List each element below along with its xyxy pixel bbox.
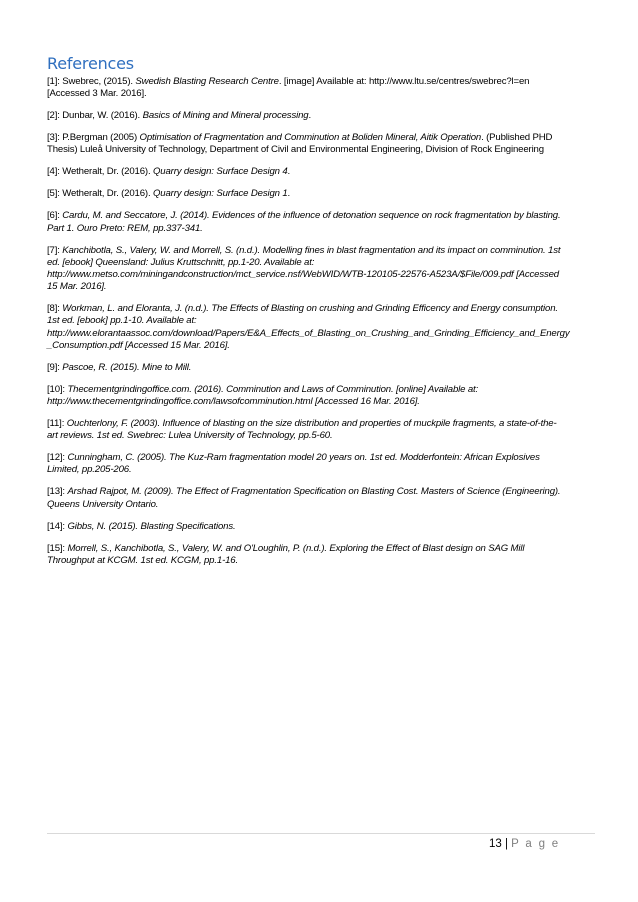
reference-entry: [47, 76, 595, 100]
reference-line: [47, 384, 595, 396]
reference-text: Arshad Rajpot, M. (2009). The Effect of Fragmentation Specification on Blasting Cost. Masters of Science (Engineering).: [67, 486, 561, 498]
reference-text: [1]: Swebrec, (2015).: [47, 76, 136, 87]
reference-text: [14]:: [47, 520, 68, 532]
reference-text: Throughput at KCGM. 1st ed. KCGM, pp.1-16.: [47, 554, 238, 566]
reference-text: Ouchterlony, F. (2003). Influence of blasting on the size distribution and properties of muckpile fragments, a state-of-the-: [66, 418, 557, 430]
reference-text: _Consumption.pdf [Accessed 15 Mar. 2016].: [47, 339, 230, 351]
reference-text: Thesis) Luleå University of Technology, Department of Civil and Environmental Engineering, Division of Rock Engineering: [47, 144, 544, 156]
reference-text: Swedish Blasting Research Centre: [135, 76, 279, 87]
reference-line: [47, 76, 595, 88]
reference-text: [11]:: [47, 418, 67, 430]
reference-entry: [47, 110, 595, 122]
reference-line: [47, 132, 595, 144]
reference-entry: [47, 188, 595, 200]
reference-text: Kanchibotla, S., Valery, W. and Morrell, S. (n.d.). Modelling fines in blast fragmentation and its impact on comminution. 1st: [62, 244, 561, 256]
reference-line: [47, 110, 595, 122]
reference-line: [47, 396, 595, 408]
reference-line: [47, 543, 595, 555]
reference-line: [47, 210, 595, 222]
reference-text: http://www.elorantaassoc.com/download/Papers/E&A_Effects_of_Blasting_on_Crushing_and_Grinding_Efficiency_and_Energy: [47, 327, 570, 339]
reference-line: [47, 555, 595, 567]
reference-text: [13]:: [47, 486, 68, 498]
reference-text: [12]:: [47, 452, 68, 464]
reference-text: Optimisation of Fragmentation and Comminution at Boliden Mineral, Aitik Operation: [139, 132, 482, 144]
reference-line: [47, 223, 595, 235]
reference-entry: [47, 303, 595, 352]
reference-text: http://www.thecementgrindingoffice.com/lawsofcomminution.html [Accessed 16 Mar. 2016].: [47, 396, 420, 408]
reference-entry: [47, 210, 595, 234]
reference-text: [7]:: [47, 244, 63, 256]
reference-text: [8]:: [47, 303, 63, 315]
reference-line: [47, 328, 595, 340]
reference-text: Thecementgrindingoffice.com. (2016). Comminution and Laws of Comminution. [online] Available at:: [67, 383, 479, 395]
reference-text: [15]:: [47, 542, 68, 554]
reference-text: .: [287, 188, 291, 200]
reference-entry: [47, 486, 595, 510]
reference-line: [47, 144, 595, 156]
reference-text: Queens University Ontario.: [47, 498, 159, 510]
reference-text: 1st ed. [ebook] pp.1-10. Available at:: [47, 315, 197, 327]
reference-line: [47, 430, 595, 442]
reference-text: Part 1. Ouro Preto: REM, pp.337-341.: [47, 222, 203, 234]
page-label: P a g e: [511, 838, 560, 850]
reference-text: [Accessed 3 Mar. 2016].: [47, 88, 147, 100]
reference-text: Quarry design: Surface Design 1: [153, 188, 288, 200]
reference-text: [5]: Wetheralt, Dr. (2016).: [47, 188, 153, 200]
page-footer: [489, 838, 560, 850]
reference-text: Gibbs, N. (2015). Blasting Specifications.: [67, 520, 236, 532]
reference-line: [47, 452, 595, 464]
reference-text: [9]:: [47, 361, 63, 373]
reference-text: [3]: P.Bergman (2005): [47, 132, 140, 144]
reference-text: art reviews. 1st ed. Swebrec: Lulea University of Technology, pp.5-60.: [47, 430, 333, 442]
reference-line: [47, 418, 595, 430]
reference-text: Cunningham, C. (2005). The Kuz-Ram fragmentation model 20 years on. 1st ed. Modderfontein: African Explosives: [67, 452, 540, 464]
reference-text: [10]:: [47, 383, 68, 395]
reference-text: Limited, pp.205-206.: [47, 464, 132, 476]
reference-text: [6]:: [47, 210, 63, 222]
reference-line: [47, 340, 595, 352]
reference-text: Workman, L. and Eloranta, J. (n.d.). The Effects of Blasting on crushing and Grinding Efficency and Energy consumption.: [62, 303, 558, 315]
reference-text: [2]: Dunbar, W. (2016).: [47, 110, 143, 122]
section-heading: References: [47, 54, 134, 73]
reference-entry: [47, 132, 595, 156]
reference-text: Morrell, S., Kanchibotla, S., Valery, W. and O'Loughlin, P. (n.d.). Exploring the Effect of Blast design on SAG Mill: [67, 542, 525, 554]
reference-text: .: [308, 110, 311, 122]
reference-text: http://www.metso.com/miningandconstruction/mct_service.nsf/WebWID/WTB-120105-22576-A523A/$File/009.pdf [Accessed: [47, 269, 559, 281]
reference-entry: [47, 521, 595, 533]
reference-line: [47, 188, 595, 200]
reference-line: [47, 245, 595, 257]
reference-line: [47, 521, 595, 533]
reference-text: Pascoe, R. (2015). Mine to Mill.: [62, 361, 192, 373]
reference-text: [4]: Wetheralt, Dr. (2016).: [47, 166, 153, 178]
footer-separator: |: [504, 838, 508, 850]
reference-entry: [47, 245, 595, 294]
page-number: 13: [488, 838, 502, 850]
reference-text: Cardu, M. and Seccatore, J. (2014). Evidences of the influence of detonation sequence on rock fragmentation by blasting.: [62, 210, 561, 222]
reference-line: [47, 499, 595, 511]
footer-rule: [47, 833, 595, 834]
reference-text: Basics of Mining and Mineral processing: [142, 110, 309, 122]
reference-line: [47, 464, 595, 476]
reference-text: .: [287, 166, 291, 178]
reference-text: Quarry design: Surface Design 4: [153, 166, 288, 178]
reference-text: 15 Mar. 2016].: [47, 281, 107, 293]
reference-entry: [47, 452, 595, 476]
reference-entry: [47, 418, 595, 442]
reference-line: [47, 281, 595, 293]
reference-line: [47, 362, 595, 374]
reference-entry: [47, 543, 595, 567]
reference-line: [47, 269, 595, 281]
reference-line: [47, 257, 595, 269]
reference-line: [47, 166, 595, 178]
reference-line: [47, 88, 595, 100]
reference-entry: [47, 362, 595, 374]
reference-line: [47, 315, 595, 327]
reference-entry: [47, 166, 595, 178]
reference-text: . (Published PHD: [481, 132, 553, 144]
reference-text: . [image] Available at: http://www.ltu.se/centres/swebrec?l=en: [278, 76, 530, 87]
reference-line: [47, 486, 595, 498]
reference-entry: [47, 384, 595, 408]
references-list: [47, 76, 595, 577]
reference-text: ed. [ebook] Queensland: Julius Kruttschnitt, pp.1-20. Available at:: [47, 256, 315, 268]
reference-line: [47, 303, 595, 315]
